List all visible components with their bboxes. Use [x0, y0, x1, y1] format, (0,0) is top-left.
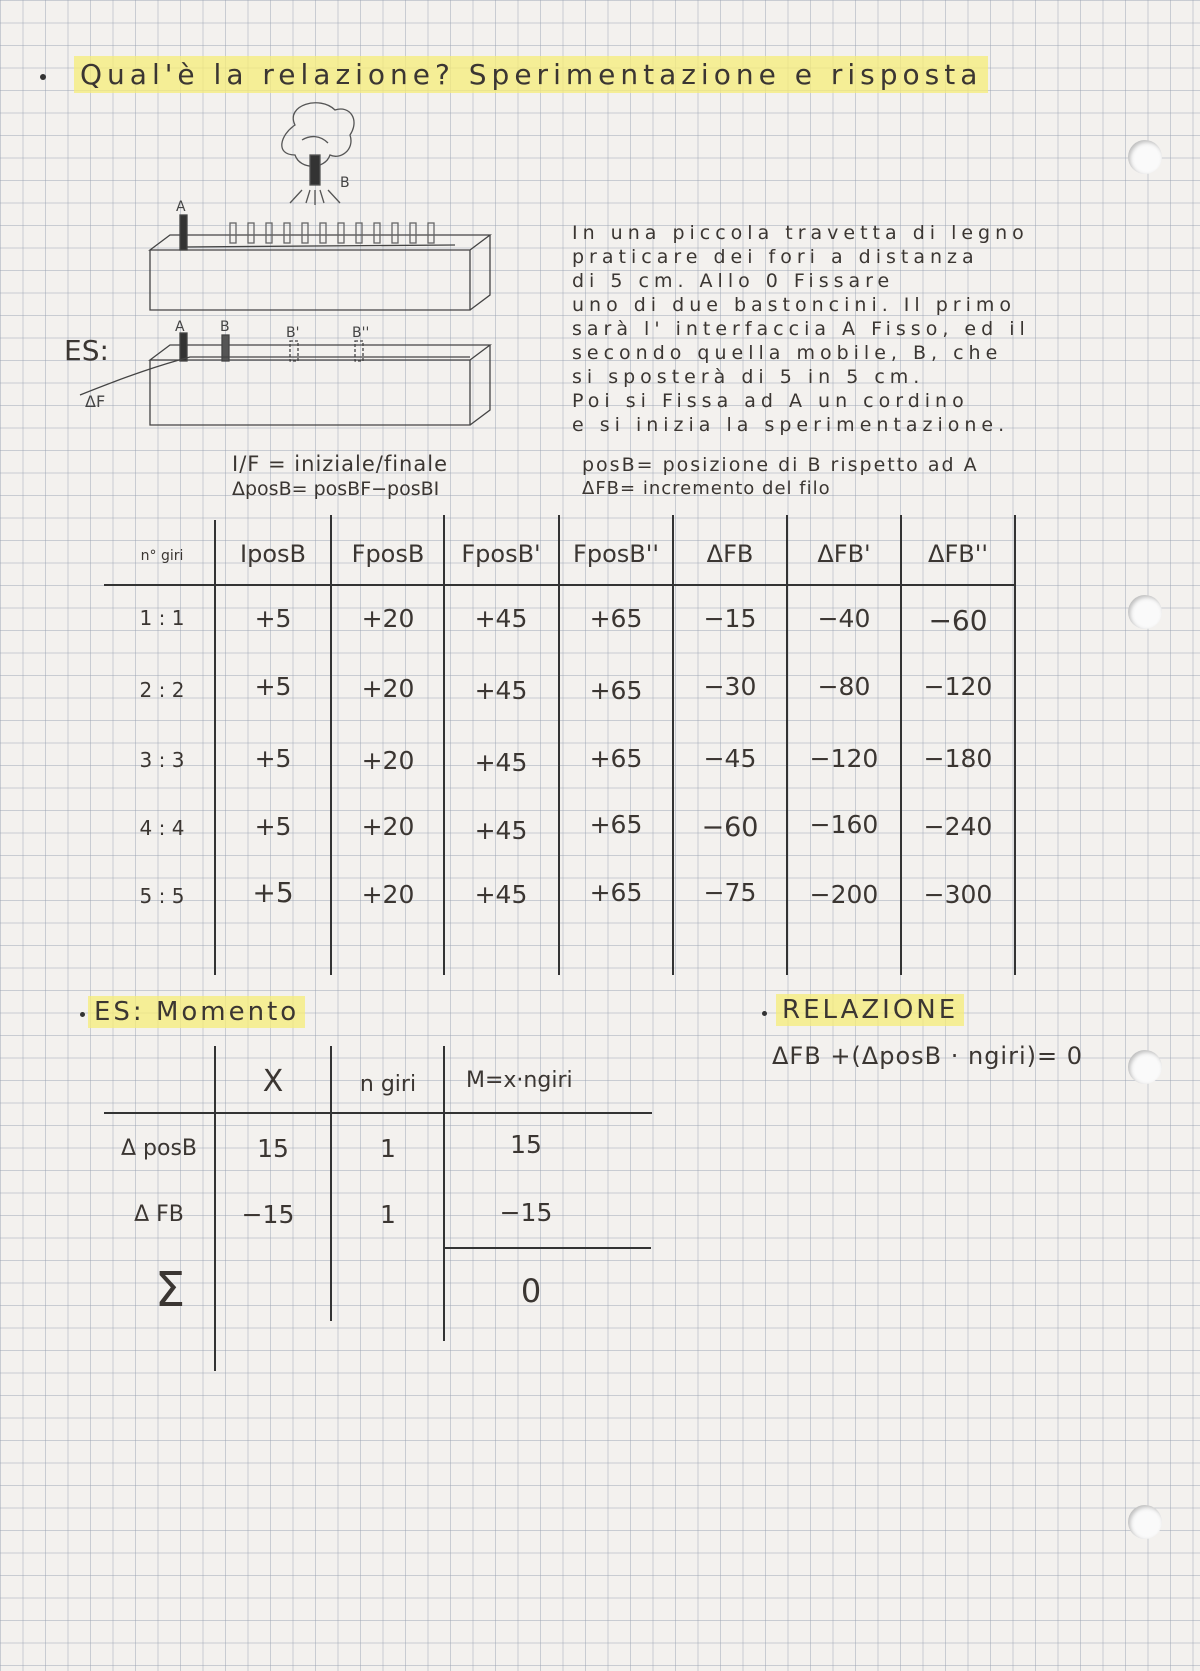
- table-divider: [672, 515, 674, 975]
- table-header-dfb: ΔFB: [706, 540, 754, 568]
- table-cell: +20: [361, 880, 415, 909]
- table-cell: −180: [923, 744, 993, 773]
- es-label: ES:: [64, 334, 109, 367]
- diagram-delta-f: ΔF: [85, 392, 106, 411]
- table-cell: +65: [589, 676, 643, 705]
- table-divider: [786, 515, 788, 975]
- table-header-rule: [104, 584, 1016, 586]
- table-header-fposb: FposB: [351, 540, 425, 568]
- table-cell: −30: [703, 672, 757, 701]
- table-cell: +45: [474, 748, 528, 777]
- table-cell: +45: [474, 880, 528, 909]
- diagram-label-b-prime: B': [286, 325, 300, 341]
- legend-posb: posB= posizione di B rispetto ad A: [582, 454, 979, 476]
- table-cell: +65: [589, 810, 643, 839]
- description-line: si sposterà di 5 in 5 cm.: [572, 366, 925, 388]
- description-line: Poi si Fissa ad A un cordino: [572, 390, 969, 412]
- table-cell: +45: [474, 676, 528, 705]
- legend-delta-posb: ΔposB= posBF−posBI: [232, 478, 440, 500]
- momento-header-m: M=x·ngiri: [466, 1068, 573, 1093]
- description-line: In una piccola travetta di legno: [572, 222, 1029, 244]
- legend-delta-fb: ΔFB= incremento del filo: [582, 478, 831, 499]
- table-cell: −120: [809, 744, 879, 773]
- table-cell: +5: [252, 876, 294, 909]
- momento-cell: 1: [380, 1134, 396, 1163]
- table-cell: +20: [361, 674, 415, 703]
- legend-if: I/F = iniziale/finale: [232, 452, 448, 476]
- table-divider: [900, 515, 902, 975]
- table-cell: +20: [361, 812, 415, 841]
- momento-cell: 15: [510, 1130, 542, 1159]
- page-title: Qual'è la relazione? Sperimentazione e risposta: [74, 56, 988, 93]
- table-divider: [1014, 515, 1016, 975]
- table-cell: 4 : 4: [139, 816, 185, 840]
- momento-row-label: Δ FB: [134, 1202, 184, 1227]
- diagram-label-b-top: B: [340, 175, 350, 191]
- table-cell: +45: [474, 816, 528, 845]
- relazione-title: RELAZIONE: [776, 994, 964, 1026]
- table-cell: +65: [589, 744, 643, 773]
- momento-divider: [214, 1046, 216, 1371]
- table-cell: −60: [928, 604, 988, 637]
- description-line: di 5 cm. Allo 0 Fissare: [572, 270, 895, 292]
- momento-divider: [330, 1046, 332, 1321]
- table-divider: [214, 520, 216, 975]
- table-header-dfb1: ΔFB': [817, 540, 871, 568]
- diagram-label-a: A: [176, 199, 186, 215]
- sum-value: 0: [520, 1272, 542, 1310]
- table-cell: −120: [923, 672, 993, 701]
- table-cell: +20: [361, 604, 415, 633]
- binder-hole-2: [1128, 595, 1162, 629]
- bullet: [762, 1011, 767, 1016]
- table-cell: −240: [923, 812, 993, 841]
- table-header-ngiri: n° giri: [140, 548, 184, 564]
- table-header-fposb1: FposB': [461, 540, 541, 568]
- momento-cell: −15: [499, 1198, 553, 1227]
- binder-hole-1: [1128, 140, 1162, 174]
- momento-title: ES: Momento: [88, 996, 305, 1028]
- table-divider: [558, 515, 560, 975]
- table-cell: −200: [809, 880, 879, 909]
- description-line: secondo quella mobile, B, che: [572, 342, 1003, 364]
- momento-header-x: X: [262, 1064, 284, 1099]
- table-header-iposb: IposB: [240, 540, 306, 568]
- momento-header-rule: [104, 1112, 652, 1114]
- table-cell: 2 : 2: [139, 678, 185, 702]
- table-cell: +5: [254, 744, 292, 773]
- bullet: [40, 74, 46, 80]
- description-line: uno di due bastoncini. Il primo: [572, 294, 1017, 316]
- momento-row-label: Δ posB: [120, 1136, 198, 1161]
- table-header-fposb2: FposB'': [573, 540, 659, 568]
- table-cell: −75: [703, 878, 757, 907]
- table-cell: +20: [361, 746, 415, 775]
- table-cell: 5 : 5: [139, 884, 185, 908]
- table-cell: −80: [817, 672, 871, 701]
- diagram-label-b-second: B'': [352, 325, 370, 341]
- table-cell: +5: [254, 672, 292, 701]
- description-line: e si inizia la sperimentazione.: [572, 414, 1010, 436]
- table-cell: −40: [817, 604, 871, 633]
- table-divider: [443, 515, 445, 975]
- binder-hole-4: [1128, 1505, 1162, 1539]
- table-cell: −300: [923, 880, 993, 909]
- momento-cell: 15: [257, 1134, 289, 1163]
- table-header-dfb2: ΔFB'': [928, 540, 988, 568]
- sum-symbol: Σ: [154, 1262, 186, 1318]
- table-cell: −15: [703, 604, 757, 633]
- momento-cell: −15: [241, 1200, 295, 1229]
- table-cell: −45: [703, 744, 757, 773]
- table-cell: −160: [809, 810, 879, 839]
- description-line: praticare dei fori a distanza: [572, 246, 979, 268]
- table-cell: +65: [589, 878, 643, 907]
- relazione-formula: ΔFB +(ΔposB · ngiri)= 0: [772, 1042, 1083, 1070]
- table-cell: +65: [589, 604, 643, 633]
- diagram-label-b2: B: [220, 319, 230, 335]
- momento-header-ngiri: n giri: [359, 1072, 417, 1097]
- bullet: [80, 1012, 85, 1017]
- table-cell: +5: [254, 812, 292, 841]
- beam-diagram: [70, 95, 510, 435]
- momento-sum-rule: [443, 1247, 651, 1249]
- table-cell: 1 : 1: [139, 606, 185, 630]
- table-cell: +5: [254, 604, 292, 633]
- table-cell: −60: [701, 812, 759, 843]
- diagram-label-a2: A: [175, 319, 185, 335]
- description-line: sarà l' interfaccia A Fisso, ed il: [572, 318, 1030, 340]
- table-divider: [330, 515, 332, 975]
- binder-hole-3: [1128, 1050, 1162, 1084]
- momento-cell: 1: [380, 1200, 396, 1229]
- table-cell: +45: [474, 604, 528, 633]
- momento-divider: [443, 1046, 445, 1341]
- table-cell: 3 : 3: [139, 748, 185, 772]
